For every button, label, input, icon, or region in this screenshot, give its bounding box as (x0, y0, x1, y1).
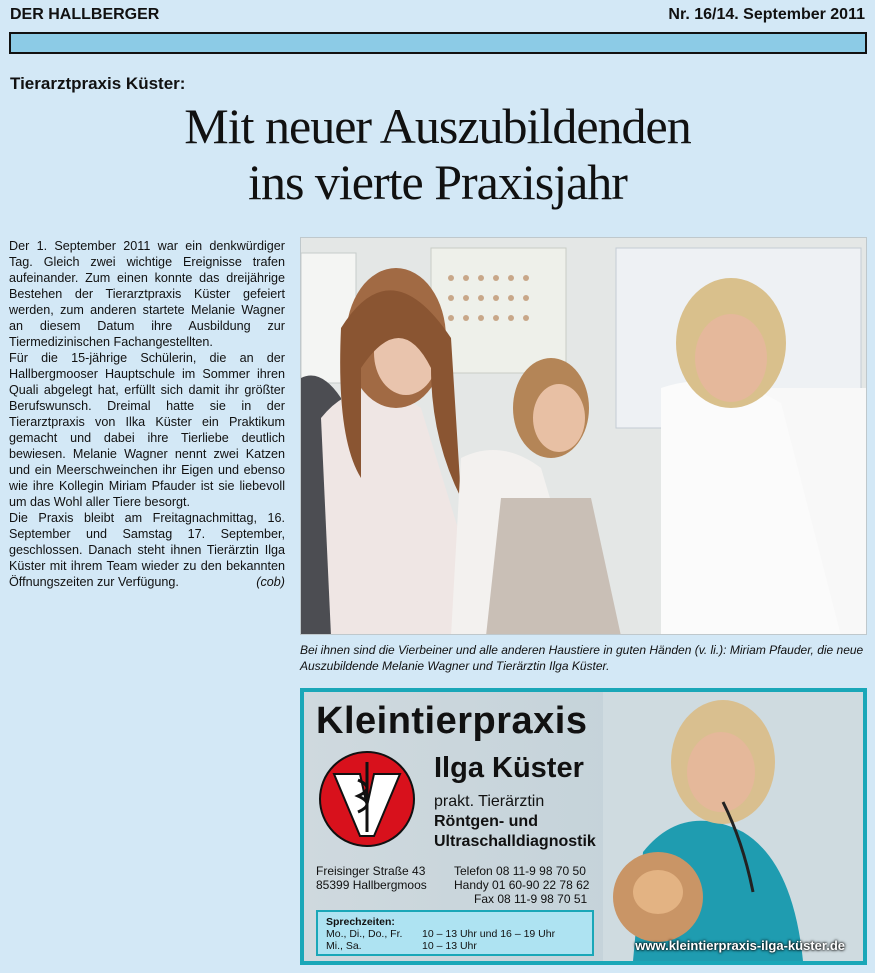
hours-row (326, 940, 584, 952)
ad-contact (454, 864, 589, 906)
ad-vet-photo (603, 692, 863, 961)
ad-services (434, 792, 596, 852)
hours-days: Mo., Di., Do., Fr. (326, 928, 403, 940)
hours-times: 10 – 13 Uhr (422, 940, 477, 952)
ad-line-2: Röntgen- und (434, 813, 538, 830)
ad-line-3: Ultraschalldiagnostik (434, 833, 596, 850)
vet-logo-icon (318, 750, 416, 848)
mobile-number: Handy 01 60-90 22 78 62 (454, 878, 590, 892)
paragraph-3-text: Die Praxis bleibt am Freitagnachmittag, 16. September und Samstag 17. September, geschlossen. Danach steht ihnen Tierärztin Ilga Küster mit ihrem Team wieder zu den bekannten Öffnungszeiten zur Verfügung. (9, 511, 285, 589)
issue-date: Nr. 16/14. September 2011 (668, 6, 865, 23)
hours-days: Mi., Sa. (326, 940, 362, 952)
article-photo (300, 237, 867, 635)
paragraph-1: Der 1. September 2011 war ein denkwürdiger Tag. Gleich zwei wichtige Ereignisse trafen aufeinander. Zum einen konnte das dreijährige Bestehen der Tierarztpraxis Küster gefeiert werden, zum anderen startete Melanie Wagner an diesem Datum ihre Ausbildung zur Tiermedizinischen Fachangestellten. (9, 239, 285, 349)
article-kicker: Tierarztpraxis Küster: (10, 74, 186, 93)
photo-caption: Bei ihnen sind die Vierbeiner und alle anderen Haustiere in guten Händen (v. li.): Miriam Pfauder, die neue Auszubildende Melanie Wagner und Tierärztin Ilga Küster. (300, 643, 864, 673)
article-body (9, 238, 285, 590)
fax-number: Fax 08 11-9 98 70 51 (474, 892, 588, 906)
address-city: 85399 Hallbergmoos (316, 878, 427, 892)
photo-illustration (301, 238, 867, 635)
author-signature: (cob) (256, 575, 285, 589)
paragraph-2: Für die 15-jährige Schülerin, die an der Hallbergmooser Hauptschule im Sommer ihren Quali abgelegt hat, erfüllt sich damit ihr größter Berufswunsch. Dreimal hatte sie in der Tierarztpraxis von Ilka Küster ein Praktikum gemacht und dabei ihre Tierliebe deutlich bewiesen. Melanie Wagner nennt zwei Katzen und ein Meerschweinchen ihr Eigen und ebenso wie ihre Kollegin Miriam Pfauder ist sie liebevoll um das Wohl aller Tiere besorgt. (9, 351, 285, 509)
publication-name: DER HALLBERGER (10, 6, 160, 23)
address-street: Freisinger Straße 43 (316, 864, 426, 878)
ad-address (316, 864, 427, 892)
phone-number: Telefon 08 11-9 98 70 50 (454, 864, 586, 878)
header-accent-bar (9, 32, 867, 54)
hours-times: 10 – 13 Uhr und 16 – 19 Uhr (422, 928, 556, 940)
paragraph-3 (9, 510, 285, 590)
advertisement (300, 688, 867, 965)
office-hours-box (316, 910, 594, 956)
ad-line-1: prakt. Tierärztin (434, 793, 545, 810)
page-header (10, 6, 865, 28)
headline-line-1: Mit neuer Auszubildenden (184, 98, 691, 154)
ad-vet-name: Ilga Küster (434, 752, 584, 784)
ad-website: www.kleintierpraxis-ilga-küster.de (635, 938, 845, 953)
ad-title: Kleintierpraxis (316, 700, 588, 742)
article-headline (0, 98, 875, 210)
headline-line-2: ins vierte Praxisjahr (248, 154, 627, 210)
hours-row (326, 928, 584, 940)
hours-title: Sprechzeiten: (326, 916, 395, 928)
